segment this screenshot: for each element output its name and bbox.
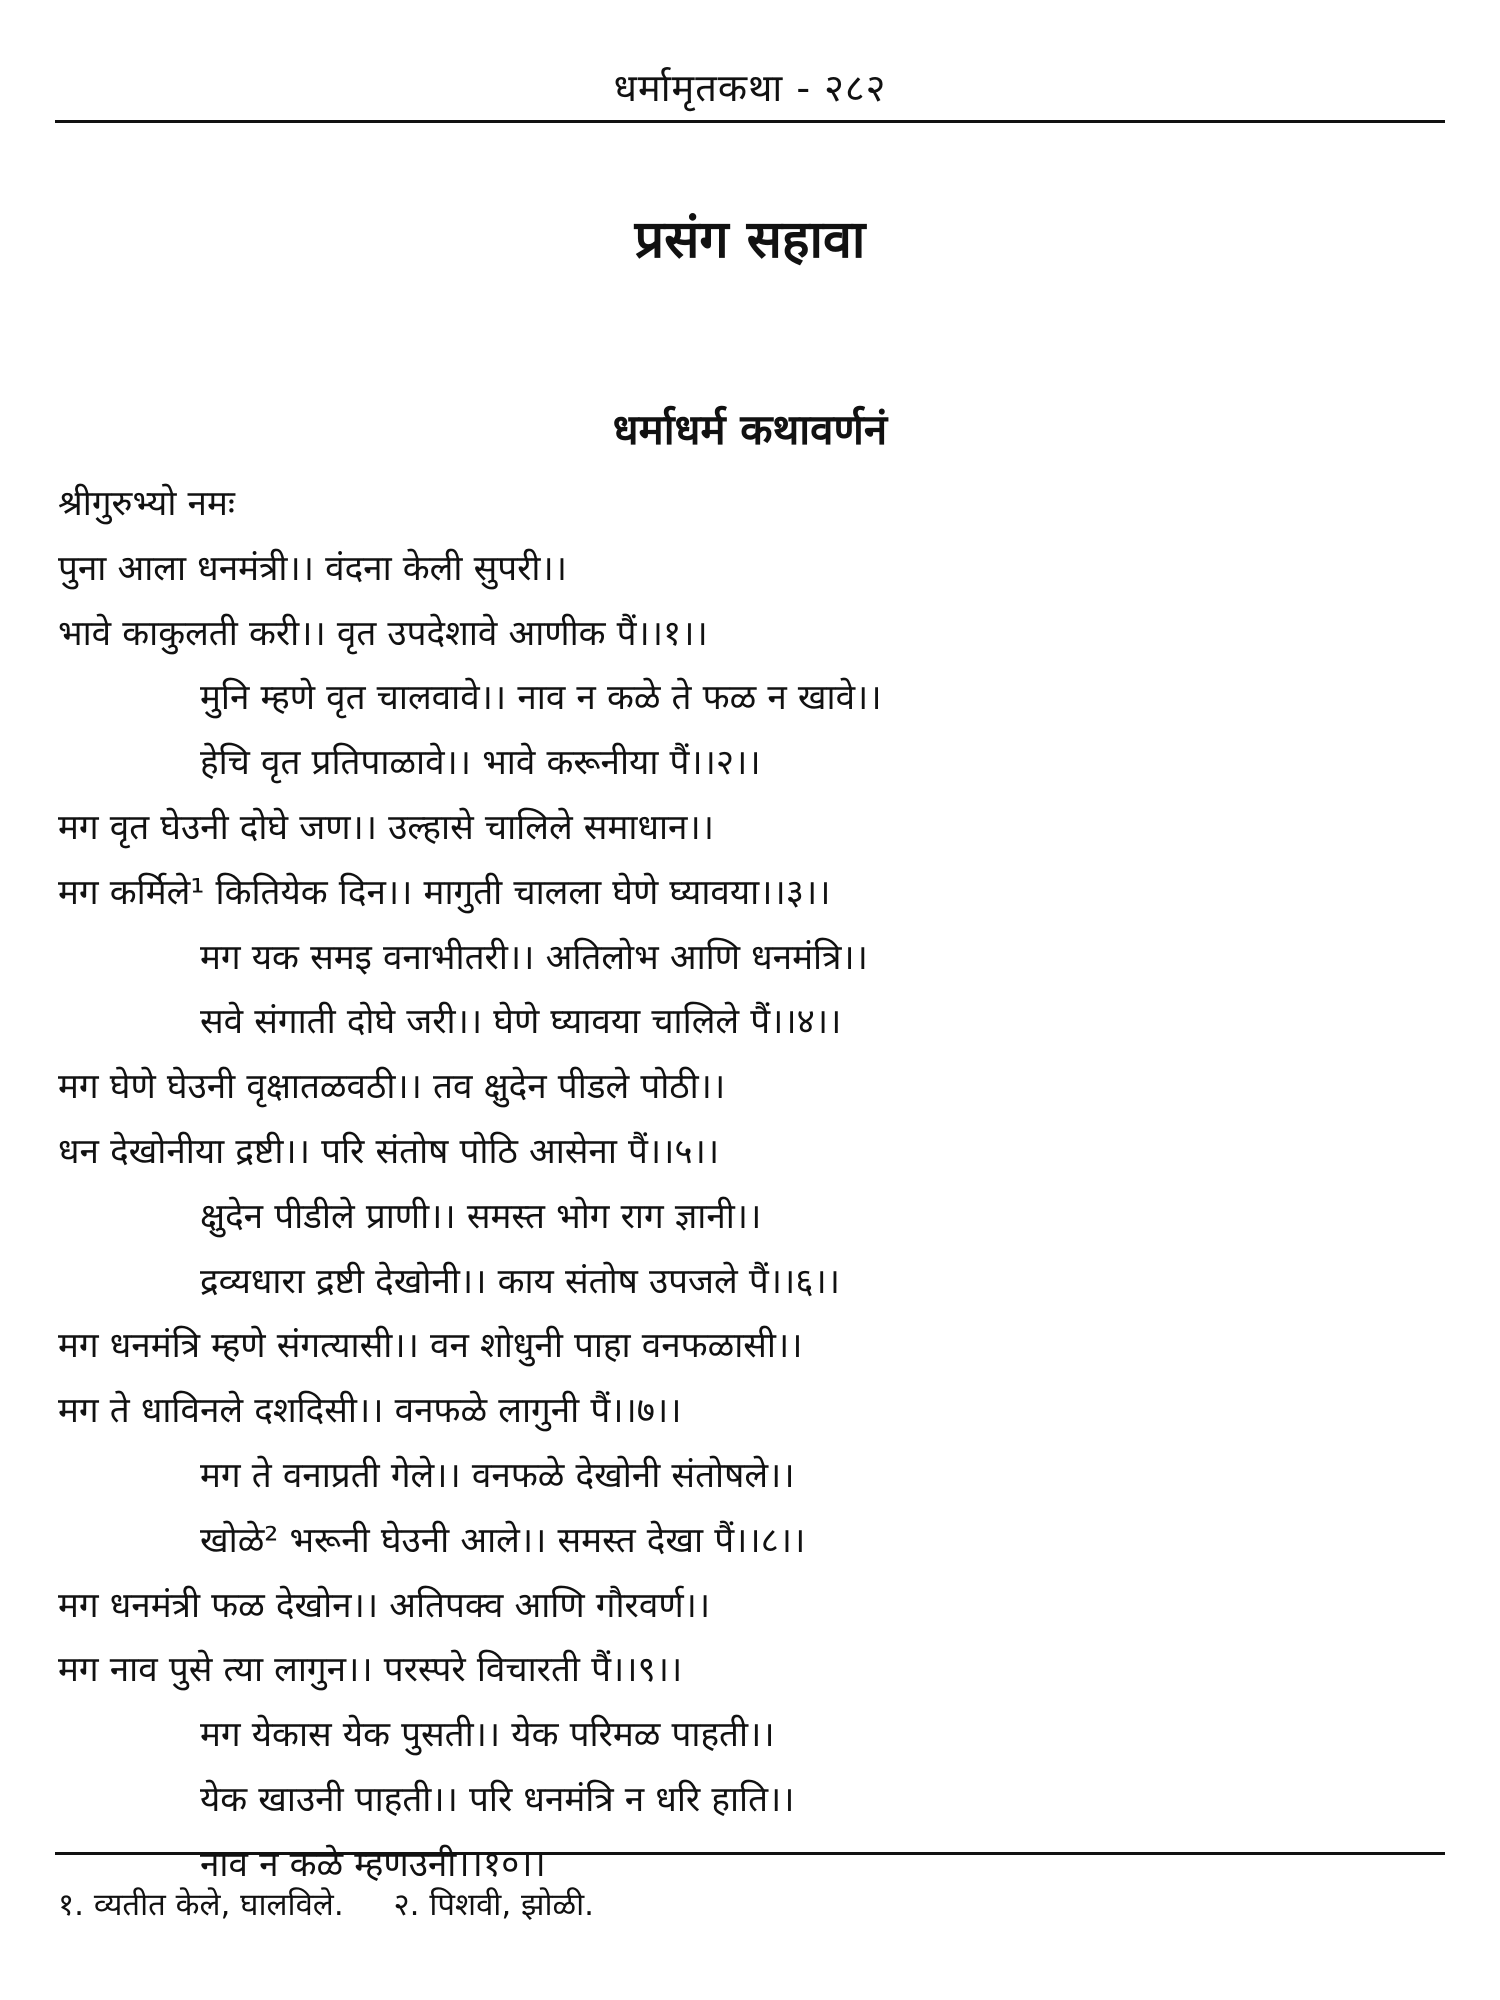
verse-line: मग कर्मिले¹ कितियेक दिन।। मागुती चालला घेणे घ्यावया।।३।। [58, 872, 831, 913]
header-rule [55, 120, 1445, 123]
footnote-rule [55, 1852, 1445, 1855]
verse-line: सवे संगाती दोघे जरी।। घेणे घ्यावया चालिले पैं।।४।। [200, 1002, 842, 1043]
verse-line: मुनि म्हणे वृत चालवावे।। नाव न कळे ते फळ न खावे।। [200, 678, 882, 719]
verse-line: मग नाव पुसे त्या लागुन।। परस्परे विचारती पैं।।९।। [58, 1650, 683, 1691]
verse-line: मग वृत घेउनी दोघे जण।। उल्हासे चालिले समाधान।। [58, 807, 715, 848]
chapter-title: प्रसंग सहावा [634, 210, 866, 270]
verse-line: मग यक समइ वनाभीतरी।। अतिलोभ आणि धनमंत्रि।। [200, 937, 868, 978]
verse-line: मग घेणे घेउनी वृक्षातळवठी।। तव क्षुदेन पीडले पोठी।। [58, 1067, 726, 1108]
verse-line: धन देखोनीया द्रष्टी।। परि संतोष पोठि आसेना पैं।।५।। [58, 1131, 720, 1172]
verse-line: मग येकास येक पुसती।। येक परिमळ पाहती।। [200, 1715, 775, 1756]
verse-line: मग धनमंत्रि म्हणे संगत्यासी।। वन शोधुनी पाहा वनफळासी।। [58, 1326, 803, 1367]
verse-block [58, 472, 1458, 1898]
footnotes [58, 1880, 634, 1930]
verse-line: मग ते वनाप्रती गेले।। वनफळे देखोनी संतोषले।। [200, 1455, 795, 1496]
verse-line: हेचि वृत प्रतिपाळावे।। भावे करूनीया पैं।।२।। [200, 743, 761, 784]
verse-line: द्रव्यधारा द्रष्टी देखोनी।। काय संतोष उपजले पैं।।६।। [200, 1261, 841, 1302]
verse-line: क्षुदेन पीडीले प्राणी।। समस्त भोग राग ज्ञानी।। [200, 1196, 762, 1237]
verse-line: मग ते धाविनले दशदिसी।। वनफळे लागुनी पैं।।७।। [58, 1391, 682, 1432]
verse-line: येक खाउनी पाहती।। परि धनमंत्रि न धरि हाति।। [200, 1779, 795, 1820]
verse-line: भावे काकुलती करी।। वृत उपदेशावे आणीक पैं।।१।। [58, 613, 708, 654]
verse-line: पुना आला धनमंत्री।। वंदना केली सुपरी।। [58, 548, 568, 589]
footnote-2: २. पिशवी, झोळी. [393, 1887, 594, 1923]
footnote-1: १. व्यतीत केले, घालविले. [58, 1887, 344, 1923]
verse-line: नाव न कळे म्हणउनी।।१०।। [200, 1844, 546, 1885]
running-head: धर्मामृतकथा - २८२ [613, 66, 887, 110]
verse-line: मग धनमंत्री फळ देखोन।। अतिपक्व आणि गौरवर्ण।। [58, 1585, 711, 1626]
verse-line: खोळे² भरूनी घेउनी आले।। समस्त देखा पैं।।८।। [200, 1520, 806, 1561]
verse-line: श्रीगुरुभ्यो नमः [58, 484, 235, 524]
section-title: धर्माधर्म कथावर्णनं [612, 405, 888, 454]
